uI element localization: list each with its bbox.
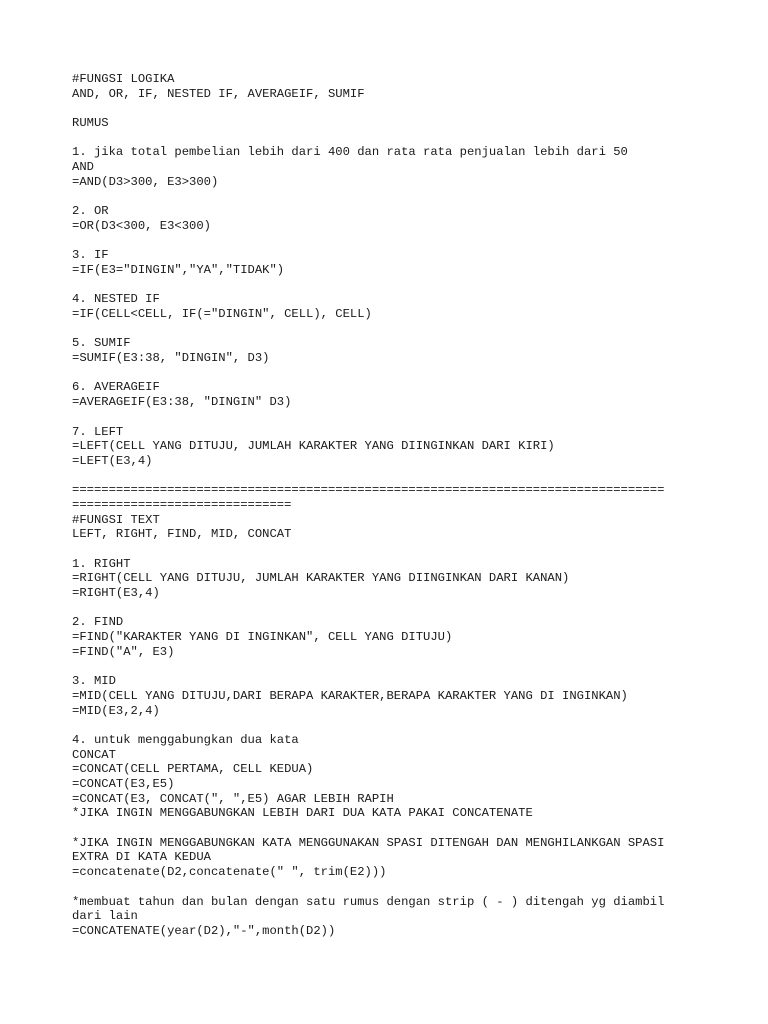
- text-line: =FIND("A", E3): [72, 644, 175, 659]
- text-line: [72, 601, 712, 616]
- text-line: [72, 101, 712, 116]
- text-line: AND, OR, IF, NESTED IF, AVERAGEIF, SUMIF: [72, 86, 365, 101]
- text-line: [72, 660, 712, 675]
- text-line: =CONCATENATE(year(D2),"-",month(D2)): [72, 923, 336, 938]
- text-line: 7. LEFT: [72, 424, 124, 439]
- text-line: =IF(E3="DINGIN","YA","TIDAK"): [72, 262, 285, 277]
- text-line: =AND(D3>300, E3>300): [72, 174, 219, 189]
- text-line: 4. untuk menggabungkan dua kata: [72, 732, 299, 747]
- text-line: 2. FIND: [72, 615, 124, 630]
- text-line: [72, 322, 712, 337]
- text-line: =RIGHT(E3,4): [72, 586, 160, 601]
- text-line: 5. SUMIF: [72, 336, 131, 351]
- text-line: [72, 821, 712, 836]
- text-line: 2. OR: [72, 204, 109, 219]
- text-line: RUMUS: [72, 116, 109, 131]
- text-line: #FUNGSI TEXT: [72, 512, 160, 527]
- text-line: [72, 366, 712, 381]
- text-line: =SUMIF(E3:38, "DINGIN", D3): [72, 351, 270, 366]
- text-line: =AVERAGEIF(E3:38, "DINGIN" D3): [72, 395, 292, 410]
- text-line: =MID(CELL YANG DITUJU,DARI BERAPA KARAKTER,BERAPA KARAKTER YANG DI INGINKAN): [72, 688, 628, 703]
- text-line: #FUNGSI LOGIKA: [72, 72, 175, 86]
- text-line: =CONCAT(CELL PERTAMA, CELL KEDUA): [72, 762, 314, 777]
- text-line: 3. IF: [72, 248, 109, 263]
- text-line: =OR(D3<300, E3<300): [72, 218, 211, 233]
- text-line: =CONCAT(E3,E5): [72, 777, 175, 791]
- text-line: [72, 718, 712, 733]
- text-line: [72, 234, 712, 249]
- text-line: *JIKA INGIN MENGGABUNGKAN KATA MENGGUNAKAN SPASI DITENGAH DAN MENGHILANKGAN SPASI: [72, 835, 665, 850]
- text-line: CONCAT: [72, 747, 116, 762]
- text-line: =LEFT(E3,4): [72, 453, 153, 468]
- text-line: *membuat tahun dan bulan dengan satu rumus dengan strip ( - ) ditengah yg diambil: [72, 894, 665, 909]
- document-page: [72, 72, 712, 939]
- text-line: 3. MID: [72, 674, 116, 689]
- text-line: [72, 542, 712, 557]
- text-line: =IF(CELL<CELL, IF(="DINGIN", CELL), CELL): [72, 307, 372, 321]
- text-line: =LEFT(CELL YANG DITUJU, JUMLAH KARAKTER YANG DIINGINKAN DARI KIRI): [72, 439, 555, 454]
- text-line: [72, 469, 712, 484]
- text-line: EXTRA DI KATA KEDUA: [72, 850, 211, 865]
- text-line: [72, 880, 712, 895]
- text-line: =concatenate(D2,concatenate(" ", trim(E2))): [72, 865, 387, 880]
- text-line: AND: [72, 160, 94, 175]
- text-line: [72, 131, 712, 146]
- text-line: [72, 278, 712, 293]
- text-line: 4. NESTED IF: [72, 292, 160, 307]
- text-line: =CONCAT(E3, CONCAT(", ",E5) AGAR LEBIH RAPIH: [72, 791, 394, 806]
- text-line: =MID(E3,2,4): [72, 703, 160, 718]
- text-line: 6. AVERAGEIF: [72, 380, 160, 395]
- text-line: LEFT, RIGHT, FIND, MID, CONCAT: [72, 527, 292, 542]
- text-line: ==============================: [72, 497, 292, 512]
- text-line: dari lain: [72, 909, 138, 924]
- text-line: [72, 190, 712, 205]
- text-line: [72, 410, 712, 425]
- text-line: 1. jika total pembelian lebih dari 400 dan rata rata penjualan lebih dari 50: [72, 145, 628, 160]
- text-line: =RIGHT(CELL YANG DITUJU, JUMLAH KARAKTER YANG DIINGINKAN DARI KANAN): [72, 571, 570, 586]
- text-line: 1. RIGHT: [72, 556, 131, 571]
- text-line: =FIND("KARAKTER YANG DI INGINKAN", CELL YANG DITUJU): [72, 630, 453, 645]
- text-line: =================================================================================: [72, 483, 665, 498]
- text-line: *JIKA INGIN MENGGABUNGKAN LEBIH DARI DUA KATA PAKAI CONCATENATE: [72, 806, 533, 821]
